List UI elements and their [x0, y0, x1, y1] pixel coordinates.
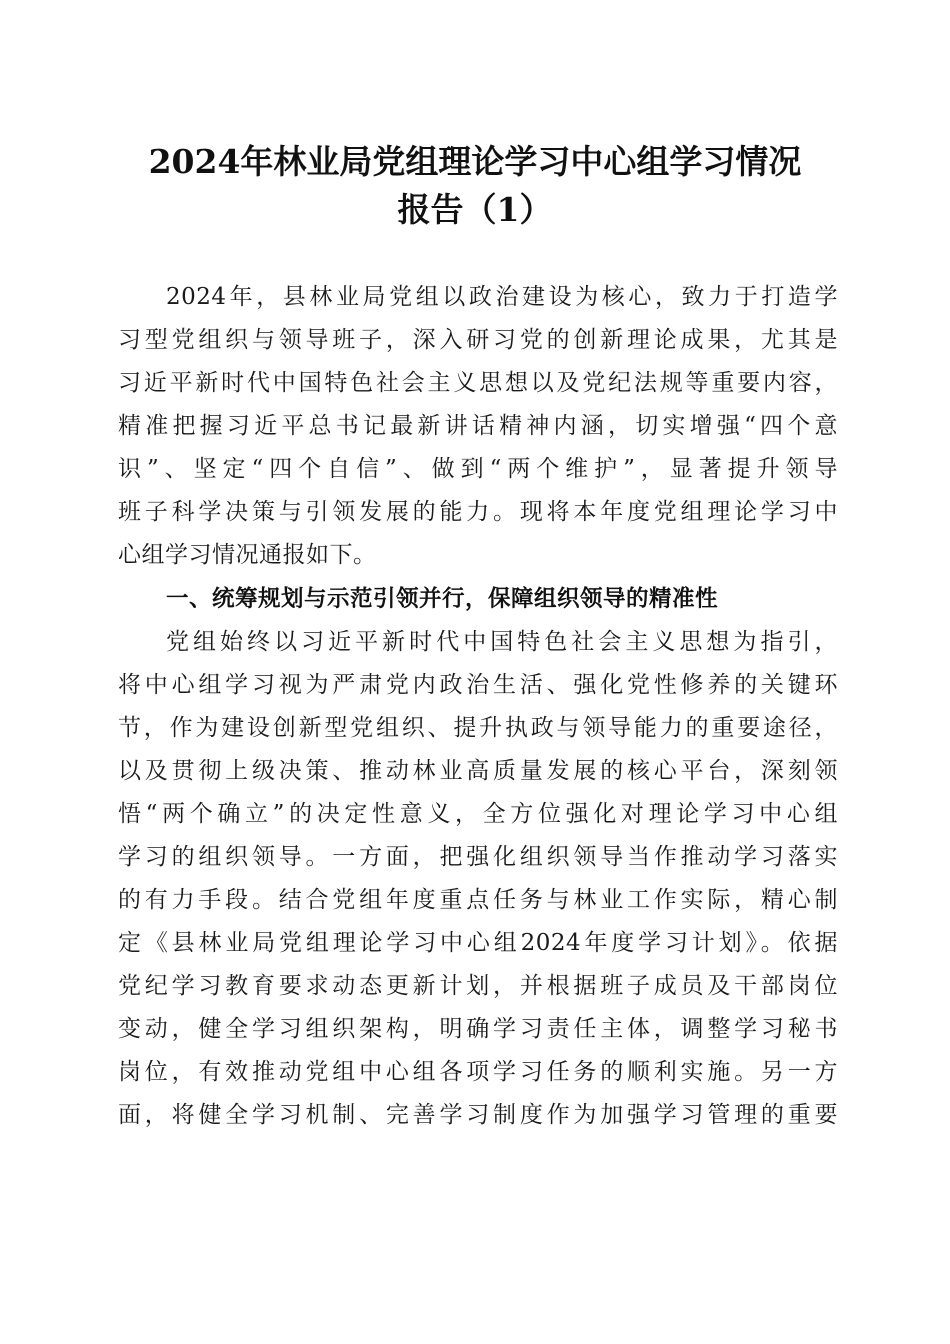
paragraph-2-line: 面，将健全学习机制、完善学习制度作为加强学习管理的重要	[118, 1102, 838, 1128]
paragraph-2-line: 党组始终以习近平新时代中国特色社会主义思想为指引，	[166, 629, 838, 655]
paragraph-2-line: 党纪学习教育要求动态更新计划，并根据班子成员及干部岗位	[118, 973, 838, 999]
paragraph-1-line: 识”、坚定“四个自信”、做到“两个维护”，显著提升领导	[118, 456, 838, 482]
paragraph-2-line: 节，作为建设创新型党组织、提升执政与领导能力的重要途径，	[118, 715, 838, 741]
paragraph-2-line: 学习的组织领导。一方面，把强化组织领导当作推动学习落实	[118, 844, 838, 870]
paragraph-2-line: 定《县林业局党组理论学习中心组2024年度学习计划》。依据	[118, 930, 838, 956]
document-title-line-1: 2024年林业局党组理论学习中心组学习情况	[148, 142, 802, 181]
paragraph-1-line: 心组学习情况通报如下。	[118, 542, 377, 568]
paragraph-2-line: 以及贯彻上级决策、推动林业高质量发展的核心平台，深刻领	[118, 758, 838, 784]
paragraph-2-line: 将中心组学习视为严肃党内政治生活、强化党性修养的关键环	[118, 672, 838, 698]
paragraph-2-line: 悟“两个确立”的决定性意义，全方位强化对理论学习中心组	[118, 801, 838, 827]
paragraph-2-line: 的有力手段。结合党组年度重点任务与林业工作实际，精心制	[118, 887, 838, 913]
section-heading-1: 一、统筹规划与示范引领并行，保障组织领导的精准性	[166, 586, 719, 612]
paragraph-1-line: 班子科学决策与引领发展的能力。现将本年度党组理论学习中	[118, 499, 838, 525]
paragraph-1-line: 习近平新时代中国特色社会主义思想以及党纪法规等重要内容，	[118, 370, 838, 396]
paragraph-2-line: 岗位，有效推动党组中心组各项学习任务的顺利实施。另一方	[118, 1059, 838, 1085]
paragraph-1-line: 精准把握习近平总书记最新讲话精神内涵，切实增强“四个意	[118, 413, 838, 439]
paragraph-1-line: 习型党组织与领导班子，深入研习党的创新理论成果，尤其是	[118, 327, 838, 353]
paragraph-2-line: 变动，健全学习组织架构，明确学习责任主体，调整学习秘书	[118, 1016, 838, 1042]
document-title-line-2: 报告（1）	[397, 190, 553, 229]
paragraph-1-line: 2024年，县林业局党组以政治建设为核心，致力于打造学	[166, 284, 838, 310]
